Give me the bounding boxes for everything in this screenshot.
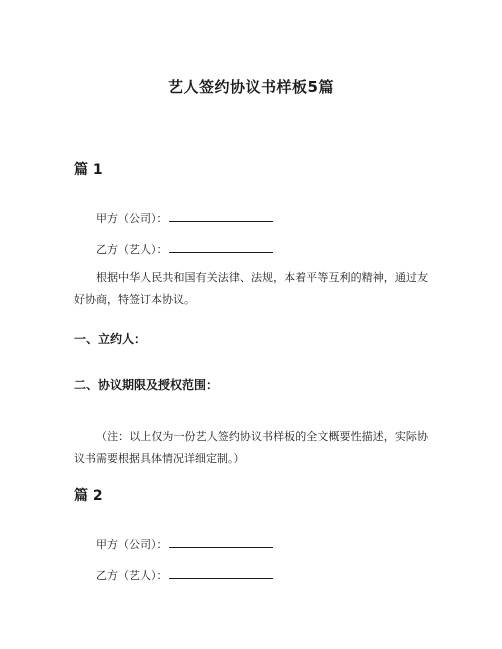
party-b-field-2 bbox=[96, 567, 273, 584]
note-paragraph: （注：以上仅为一份艺人签约协议书样板的全文概要性描述，实际协议书需要根据具体情况详细定制。） bbox=[74, 430, 428, 465]
party-b-blank-line bbox=[169, 241, 273, 253]
party-a-label: 甲方（公司）： bbox=[96, 212, 168, 225]
party-a-field-1 bbox=[96, 210, 273, 227]
party-b-label: 乙方（艺人）： bbox=[96, 243, 168, 256]
party-a-label: 甲方（公司）： bbox=[96, 538, 168, 551]
section-heading-2: 篇 2 bbox=[74, 488, 103, 504]
section-heading-1: 篇 1 bbox=[74, 162, 103, 178]
intro-paragraph: 根据中华人民共和国有关法律、法规，本着平等互利的精神，通过友好协商，特签订本协议。 bbox=[74, 271, 428, 306]
party-a-blank-line bbox=[169, 536, 273, 548]
clause-1-heading: 一、立约人： bbox=[74, 332, 147, 346]
document-title: 艺人签约协议书样板5篇 bbox=[168, 78, 334, 96]
party-b-blank-line bbox=[169, 567, 273, 579]
clause-2-heading: 二、协议期限及授权范围： bbox=[74, 378, 219, 392]
party-a-blank-line bbox=[169, 210, 273, 222]
party-b-field-1 bbox=[96, 241, 273, 258]
party-b-label: 乙方（艺人）： bbox=[96, 569, 168, 582]
party-a-field-2 bbox=[96, 536, 273, 553]
